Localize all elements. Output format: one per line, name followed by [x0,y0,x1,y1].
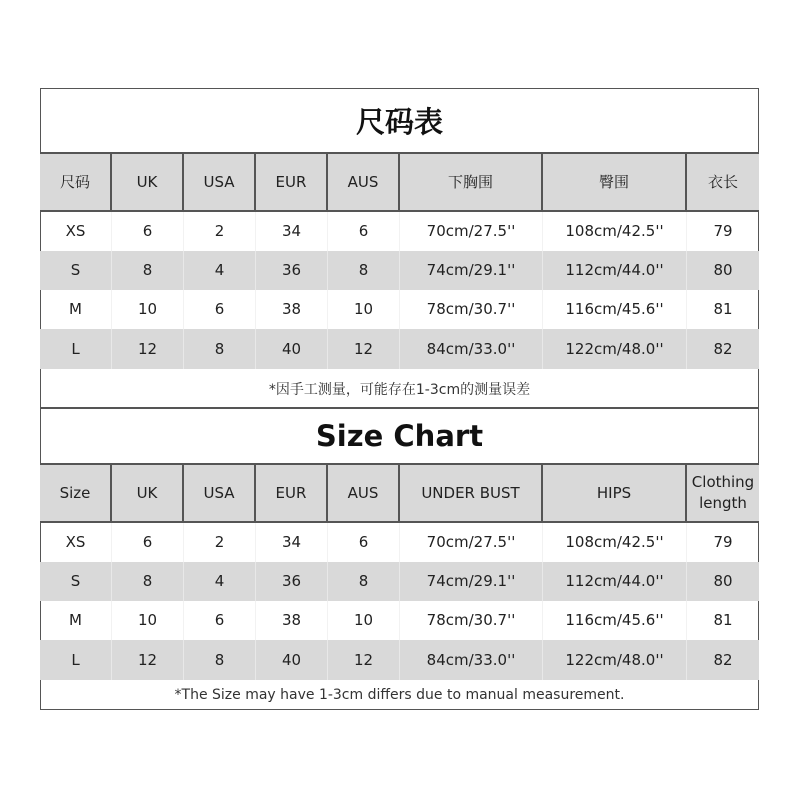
en-table-cell: L [40,640,112,680]
en-header-cell: HIPS [543,465,687,521]
en-table-cell: 81 [713,611,733,629]
cn-table-cell: 8 [328,251,400,290]
cn-header-cell: 衣长 [707,172,738,191]
cn-table-cell: 38 [256,290,328,329]
cn-table-row [40,290,759,329]
cn-table-cell: 40 [256,329,328,369]
cn-table-cell: 122cm/48.0'' [543,329,687,369]
en-header-cell: Clothing length [691,473,755,512]
en-table-row [40,601,759,640]
cn-table-cell: 112cm/44.0'' [543,251,687,290]
cn-table-cell: 10 [112,290,184,329]
cn-table-cell: 8 [184,329,256,369]
cn-header-cell: UK [112,154,184,210]
cn-table-row [40,212,759,251]
en-table-cell: 10 [328,601,400,640]
en-table-cell: 8 [328,562,400,601]
cn-table-cell: 10 [328,290,400,329]
cn-header-cell: AUS [328,154,400,210]
en-table-cell: S [40,562,112,601]
cn-table-row [40,251,759,290]
cn-table-cell: 12 [112,329,184,369]
cn-header-cell: USA [184,154,256,210]
en-title: Size Chart [315,419,484,453]
cn-table-cell: 6 [328,212,400,251]
cn-table-cell: 34 [256,212,328,251]
cn-table-cell: 70cm/27.5'' [400,212,543,251]
cn-table-cell: 8 [112,251,184,290]
en-table-cell: 6 [328,523,400,562]
en-table-cell: 122cm/48.0'' [543,640,687,680]
en-table-cell: 6 [112,523,184,562]
cn-table-cell: 74cm/29.1'' [400,251,543,290]
cn-table-cell: XS [40,212,112,251]
en-table-cell: M [40,601,112,640]
en-table-cell: 8 [112,562,184,601]
en-table-cell: 79 [713,533,733,551]
cn-header-cell: EUR [256,154,328,210]
cn-table-cell: 4 [184,251,256,290]
cn-table-cell: L [40,329,112,369]
en-table-cell: 82 [713,650,733,669]
cn-header-cell: 尺码 [40,154,112,210]
cn-table-cell: S [40,251,112,290]
en-header-cell: UNDER BUST [400,465,543,521]
en-table-cell: 36 [256,562,328,601]
en-table-cell: 10 [112,601,184,640]
cn-table-cell: 12 [328,329,400,369]
en-table-cell: 2 [184,523,256,562]
en-table-cell: 34 [256,523,328,562]
cn-table-cell: M [40,290,112,329]
cn-table-cell: 6 [112,212,184,251]
cn-table-row [40,329,759,369]
cn-table-cell: 80 [713,261,733,279]
en-table-cell: 6 [184,601,256,640]
en-table-cell: 84cm/33.0'' [400,640,543,680]
cn-table-cell: 84cm/33.0'' [400,329,543,369]
cn-header-cell: 下胸围 [400,154,543,210]
en-table-row [40,523,759,562]
cn-table-cell: 81 [713,300,733,318]
en-table-cell: 80 [713,572,733,590]
en-table-cell: XS [40,523,112,562]
en-header-cell: AUS [328,465,400,521]
en-table-cell: 116cm/45.6'' [543,601,687,640]
en-table-cell: 112cm/44.0'' [543,562,687,601]
cn-table-cell: 2 [184,212,256,251]
en-table-cell: 38 [256,601,328,640]
en-table-cell: 12 [328,640,400,680]
en-table-row [40,562,759,601]
en-header-cell: UK [112,465,184,521]
cn-table-cell: 108cm/42.5'' [543,212,687,251]
en-table-cell: 40 [256,640,328,680]
en-note: *The Size may have 1-3cm differs due to manual measurement. [174,687,625,703]
en-header-cell: USA [184,465,256,521]
cn-table-cell: 78cm/30.7'' [400,290,543,329]
en-header-row [40,463,759,523]
en-table-cell: 78cm/30.7'' [400,601,543,640]
en-table-cell: 12 [112,640,184,680]
en-table-cell: 4 [184,562,256,601]
en-table-cell: 108cm/42.5'' [543,523,687,562]
cn-note: *因手工测量，可能存在1-3cm的测量误差 [268,381,531,398]
en-table-row [40,640,759,680]
cn-header-cell: 臀围 [543,154,687,210]
cn-table-cell: 36 [256,251,328,290]
en-header-cell: Size [40,465,112,521]
en-table-cell: 8 [184,640,256,680]
cn-title: 尺码表 [355,105,443,139]
en-table-cell: 74cm/29.1'' [400,562,543,601]
cn-header-row [40,152,759,212]
en-header-cell: EUR [256,465,328,521]
cn-table-cell: 116cm/45.6'' [543,290,687,329]
cn-table-cell: 6 [184,290,256,329]
cn-table-cell: 82 [713,339,733,358]
en-table-cell: 70cm/27.5'' [400,523,543,562]
cn-table-cell: 79 [713,222,733,240]
